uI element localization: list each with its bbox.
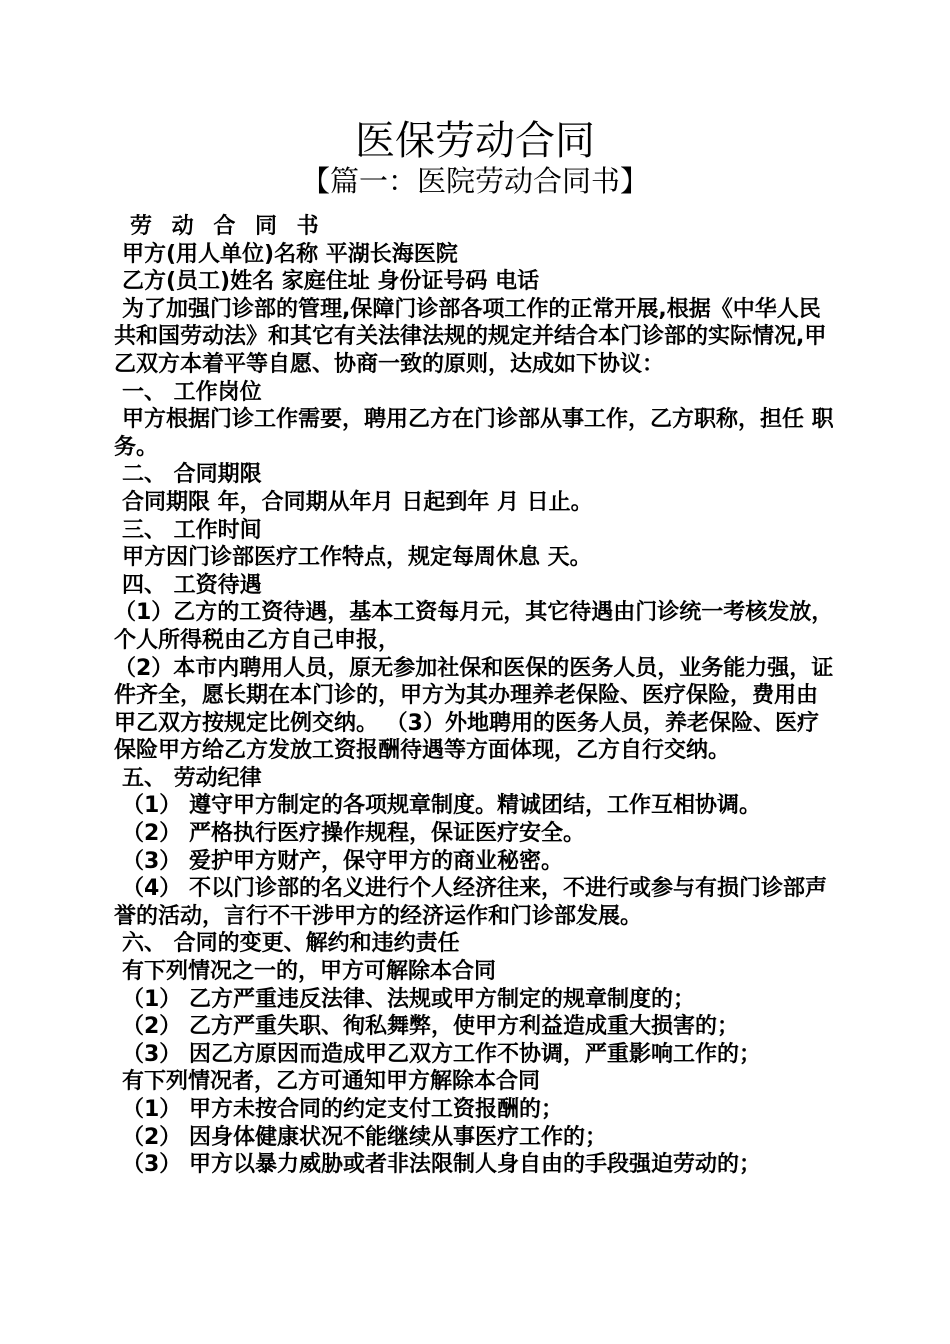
- section-5-item-3: （3） 爱护甲方财产，保守甲方的商业秘密。: [122, 848, 563, 874]
- section-3-text: 甲方因门诊部医疗工作特点，规定每周休息 天。: [122, 545, 592, 571]
- document-title: 医保劳动合同: [355, 118, 595, 164]
- section-4-title: 四、 工资待遇: [122, 572, 262, 598]
- section-6-a-item-3: （3） 因乙方原因而造成甲乙双方工作不协调，严重影响工作的；: [122, 1041, 761, 1067]
- section-3-title: 三、 工作时间: [122, 517, 262, 543]
- section-6-b-item-2: （2） 因身体健康状况不能继续从事医疗工作的；: [122, 1124, 607, 1150]
- section-1-text: 甲方根据门诊工作需要，聘用乙方在门诊部从事工作，乙方职称，担任 职务。: [114, 407, 834, 460]
- party-a-line: 甲方(用人单位)名称 平湖长海医院: [122, 241, 458, 267]
- document-body: [114, 213, 839, 1179]
- party-b-line: 乙方(员工)姓名 家庭住址 身份证号码 电话: [122, 269, 540, 295]
- section-2-title: 二、 合同期限: [122, 462, 262, 488]
- section-5-item-2: （2） 严格执行医疗操作规程，保证医疗安全。: [122, 821, 585, 847]
- section-5-item-4: （4） 不以门诊部的名义进行个人经济往来，不进行或参与有损门诊部声誉的活动，言行不干涉甲方的经济运作和门诊部发展。: [114, 876, 827, 929]
- section-4-item-1: （1）乙方的工资待遇，基本工资每月元，其它待遇由门诊统一考核发放，个人所得税由乙方自己申报，: [114, 600, 834, 653]
- section-6-intro-a: 有下列情况之一的，甲方可解除本合同: [122, 959, 497, 985]
- section-5-title: 五、 劳动纪律: [122, 765, 262, 791]
- section-6-intro-b: 有下列情况者，乙方可通知甲方解除本合同: [122, 1069, 541, 1095]
- section-1-title: 一、 工作岗位: [122, 379, 262, 405]
- section-4-item-2: （2）本市内聘用人员，原无参加社保和医保的医务人员，业务能力强，证件齐全，愿长期在本门诊的，甲方为其办理养老保险、医疗保险，费用由甲乙双方按规定比例交纳。 （3）外地聘用的医务人员，养老保险、医疗保险甲方给乙方发放工资报酬待遇等方面体现，乙方自行交纳。: [114, 655, 834, 764]
- section-5-item-1: （1） 遵守甲方制定的各项规章制度。精诚团结，工作互相协调。: [122, 793, 761, 819]
- section-6-a-item-2: （2） 乙方严重失职、徇私舞弊，使甲方利益造成重大损害的；: [122, 1014, 739, 1040]
- section-2-text: 合同期限 年，合同期从年月 日起到年 月 日止。: [122, 489, 593, 515]
- section-6-b-item-1: （1） 甲方未按合同的约定支付工资报酬的；: [122, 1097, 563, 1122]
- document-subtitle: 【篇一：医院劳动合同书】: [300, 164, 649, 198]
- preamble-paragraph: 为了加强门诊部的管理,保障门诊部各项工作的正常开展,根据《中华人民共和国劳动法》和其它有关法律法规的规定并结合本门诊部的实际情况,甲乙双方本着平等自愿、协商一致的原则，达成如下协议：: [114, 296, 827, 377]
- contract-heading: 劳 动 合 同 书: [130, 214, 325, 239]
- section-6-title: 六、 合同的变更、解约和违约责任: [122, 931, 460, 957]
- section-6-b-item-3: （3） 甲方以暴力威胁或者非法限制人身自由的手段强迫劳动的；: [122, 1152, 761, 1178]
- section-6-a-item-1: （1） 乙方严重违反法律、法规或甲方制定的规章制度的；: [122, 986, 695, 1012]
